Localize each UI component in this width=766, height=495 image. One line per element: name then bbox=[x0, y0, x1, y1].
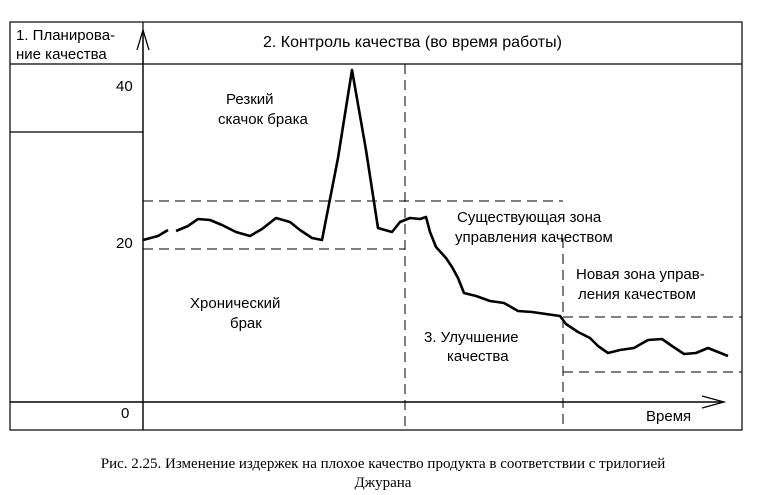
control-zone-label: 2. Контроль качества (во время работы) bbox=[263, 34, 562, 51]
spike-label-line2: скачок брака bbox=[218, 111, 308, 128]
spike-label-line1: Резкий bbox=[226, 91, 274, 108]
figure-caption-line2: Джурана bbox=[354, 475, 412, 491]
chronic-label-line1: Хронический bbox=[190, 295, 281, 312]
existing-zone-label-line1: Существующая зона bbox=[457, 209, 602, 226]
improvement-label-line1: 3. Улучшение bbox=[424, 329, 519, 346]
chronic-label-line2: брак bbox=[230, 315, 262, 332]
planning-zone-label-line1: 1. Планирова- bbox=[16, 27, 116, 44]
figure-caption-line1: Рис. 2.25. Изменение издержек на плохое качество продукта в соответствии с трилогией bbox=[100, 456, 666, 472]
x-axis-label: Время bbox=[646, 408, 692, 425]
y-tick-20: 20 bbox=[116, 235, 133, 252]
y-tick-0: 0 bbox=[121, 405, 130, 422]
new-zone-label-line2: ления качеством bbox=[578, 286, 696, 303]
improvement-label-line2: качества bbox=[447, 348, 509, 365]
new-zone-label-line1: Новая зона управ- bbox=[576, 266, 705, 283]
existing-zone-label-line2: управления качеством bbox=[455, 229, 613, 246]
y-tick-40: 40 bbox=[116, 78, 133, 95]
planning-zone-label-line2: ние качества bbox=[16, 46, 107, 63]
